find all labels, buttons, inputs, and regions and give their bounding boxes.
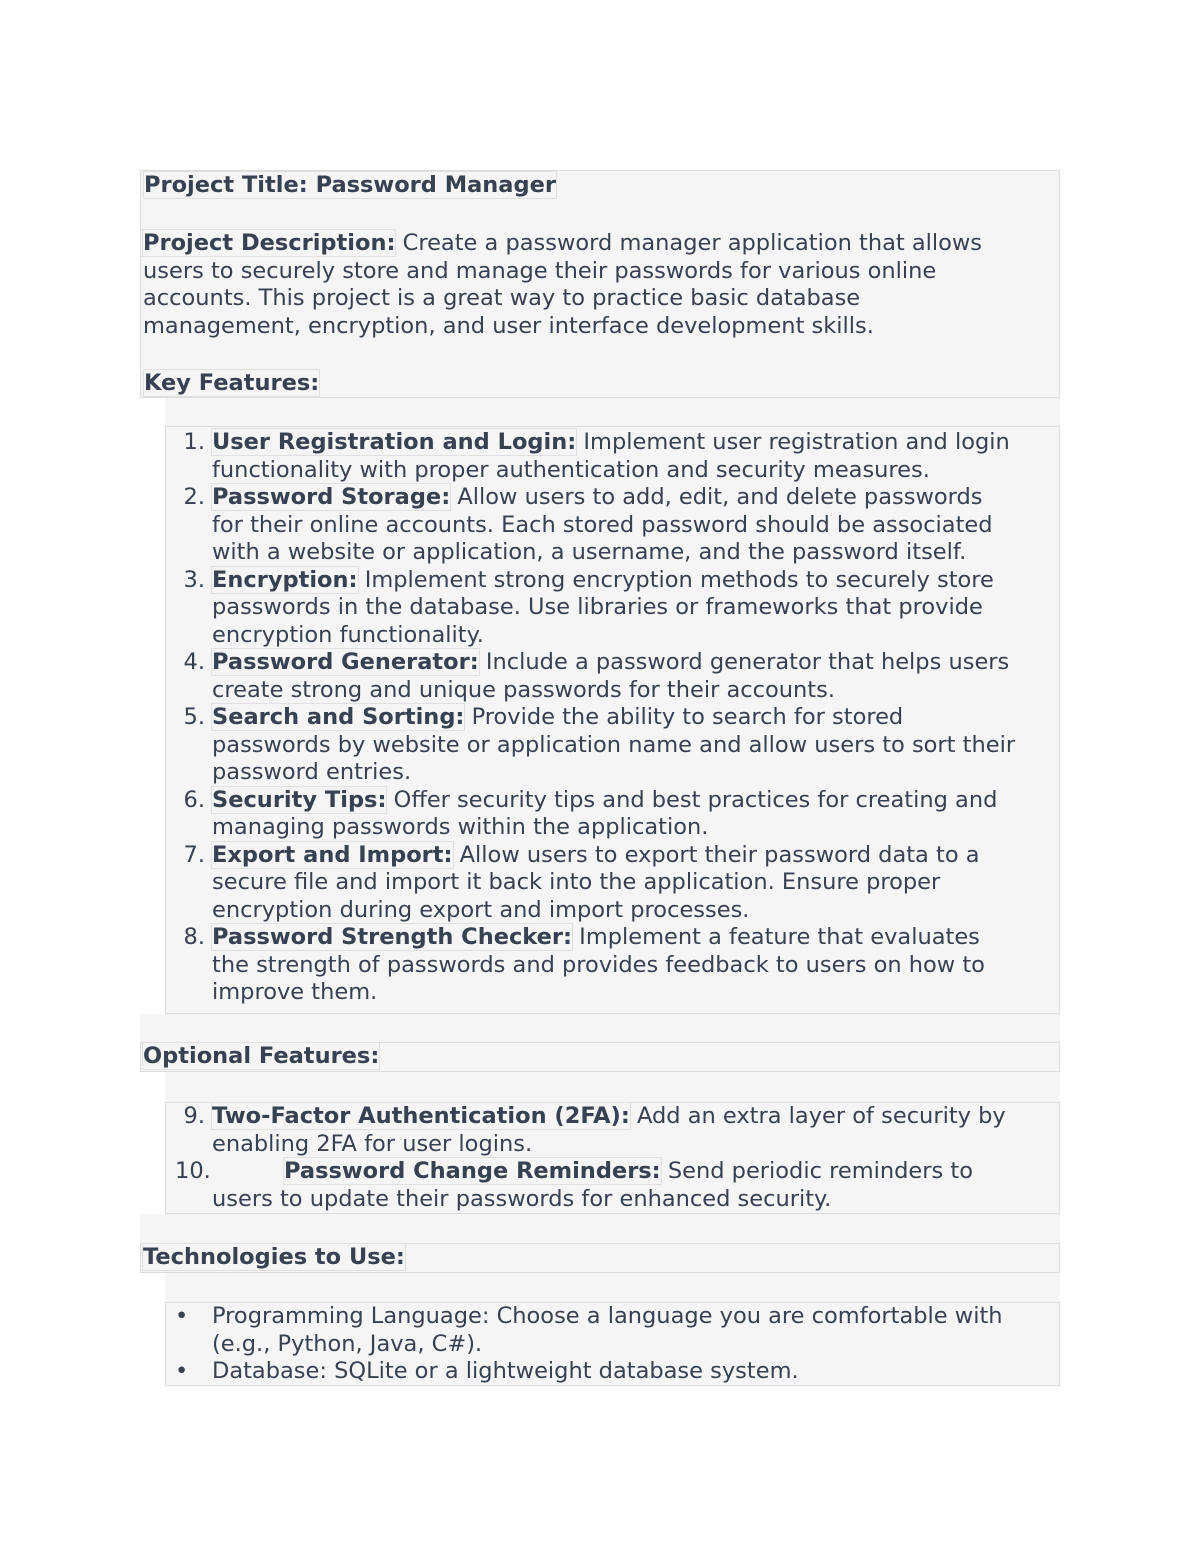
feature-text: Allow users to add, edit, and delete passwords <box>450 484 983 510</box>
feature-label: Password Strength Checker: <box>212 924 573 950</box>
technologies-heading: Technologies to Use: <box>143 1244 405 1270</box>
feature-text: Add an extra layer of security by <box>629 1103 1006 1129</box>
feature-label: Password Storage: <box>212 484 451 510</box>
feature-text: password entries. <box>212 759 412 785</box>
list-item <box>165 787 1060 842</box>
spacer-band <box>140 1014 1060 1042</box>
project-description: Project Description: Create a password manager application that allows users to securely store and manage their passwords for various online accounts. This project is a great way to practice basic database management, encryption, and user interface development skills. <box>143 230 983 339</box>
feature-text: managing passwords within the application. <box>212 814 709 840</box>
feature-text: the strength of passwords and provides feedback to users on how to <box>212 951 985 978</box>
feature-text: passwords by website or application name and allow users to sort their <box>212 731 1016 758</box>
key-features-ol <box>165 429 1060 1007</box>
list-number: 8. <box>183 924 205 950</box>
bullet-icon: • <box>175 1358 189 1384</box>
list-number: 1. <box>183 429 205 455</box>
feature-text: secure file and import it back into the application. Ensure proper <box>212 869 941 895</box>
list-item <box>165 567 1060 650</box>
list-number: 6. <box>183 786 205 813</box>
technology-text: Database: SQLite or a lightweight database system. <box>212 1358 799 1384</box>
list-number: 9. <box>183 1103 205 1129</box>
list-number: 2. <box>183 484 205 510</box>
feature-label: Password Generator: <box>212 649 479 675</box>
spacer-band <box>165 1072 1060 1102</box>
feature-label: Search and Sorting: <box>212 704 465 730</box>
technologies-ul <box>165 1303 1060 1386</box>
feature-text: enabling 2FA for user logins. <box>212 1130 533 1157</box>
feature-label: Encryption: <box>212 566 358 593</box>
feature-text: passwords in the database. Use libraries or frameworks that provide <box>212 594 983 620</box>
technology-text: (e.g., Python, Java, C#). <box>212 1330 483 1357</box>
feature-text: improve them. <box>212 979 378 1005</box>
feature-text: with a website or application, a username, and the password itself. <box>212 539 967 565</box>
list-item <box>165 704 1060 787</box>
description-label: Project Description: <box>143 230 396 256</box>
optional-features-ol <box>165 1103 1060 1213</box>
spacer-band <box>140 1214 1060 1243</box>
list-number: 7. <box>183 841 205 868</box>
list-number: 10. <box>175 1158 211 1184</box>
feature-text: Include a password generator that helps users <box>478 649 1010 675</box>
list-number: 5. <box>183 704 205 730</box>
list-item <box>165 1103 1060 1158</box>
key-features-heading: Key Features: <box>144 370 320 396</box>
feature-text: Offer security tips and best practices for creating and <box>386 786 998 813</box>
feature-text: functionality with proper authentication and security measures. <box>212 456 930 483</box>
feature-text: Provide the ability to search for stored <box>464 704 904 730</box>
feature-label: User Registration and Login: <box>212 429 577 455</box>
feature-label: Security Tips: <box>212 786 387 813</box>
list-item <box>165 484 1060 567</box>
list-item <box>165 649 1060 704</box>
feature-text: create strong and unique passwords for their accounts. <box>212 676 836 703</box>
list-item <box>165 924 1060 1007</box>
feature-text: Allow users to export their password data to a <box>452 841 980 868</box>
list-item <box>165 1358 1060 1386</box>
feature-text: encryption during export and import processes. <box>212 896 750 923</box>
feature-text: Send periodic reminders to <box>660 1158 973 1184</box>
feature-label: Two-Factor Authentication (2FA): <box>212 1103 630 1129</box>
technology-text: Programming Language: Choose a language you are comfortable with <box>212 1303 1003 1329</box>
list-item <box>165 842 1060 925</box>
spacer-band <box>165 1273 1060 1302</box>
feature-text: for their online accounts. Each stored password should be associated <box>212 511 993 538</box>
list-item <box>165 1303 1060 1358</box>
feature-text: Implement strong encryption methods to securely store <box>357 566 994 593</box>
optional-features-heading: Optional Features: <box>143 1043 380 1069</box>
feature-label: Export and Import: <box>212 841 453 868</box>
project-title: Project Title: Password Manager <box>144 172 556 198</box>
list-item <box>165 1158 1060 1213</box>
list-number: 3. <box>183 566 205 593</box>
spacer-band <box>165 398 1060 426</box>
list-item <box>165 429 1060 484</box>
feature-text: Implement a feature that evaluates <box>572 924 980 950</box>
list-number: 4. <box>183 649 205 675</box>
bullet-icon: • <box>175 1303 189 1329</box>
feature-text: encryption functionality. <box>212 621 484 648</box>
feature-text: Implement user registration and login <box>576 429 1010 455</box>
feature-label: Password Change Reminders: <box>284 1158 661 1184</box>
feature-text: users to update their passwords for enhanced security. <box>212 1185 832 1212</box>
